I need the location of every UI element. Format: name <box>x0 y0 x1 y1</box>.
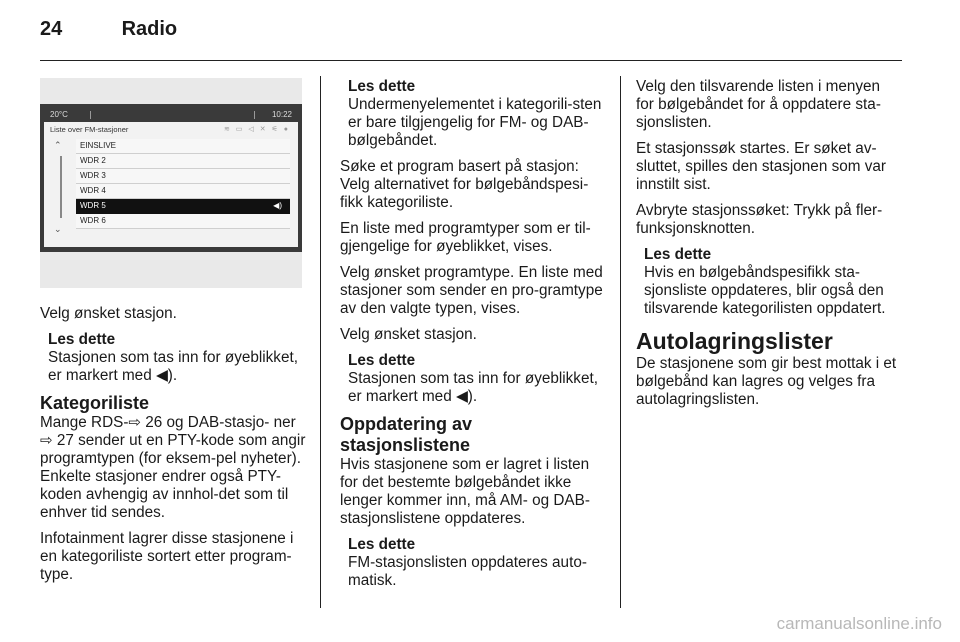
status-icons <box>224 125 290 133</box>
column-1 <box>40 305 312 584</box>
note-box <box>40 331 312 385</box>
paragraph: Avbryte stasjonssøket: Trykk på fler-funksjonsknotten. <box>636 202 883 237</box>
station-name: WDR 3 <box>80 171 106 180</box>
note-text: FM-stasjonslisten oppdateres auto-matisk. <box>348 554 587 589</box>
section-heading: Kategoriliste <box>40 393 150 413</box>
note-title: Les dette <box>48 331 116 348</box>
page-number: 24 <box>40 18 63 40</box>
paragraph: Velg den tilsvarende listen i menyen for bølgebåndet for å oppdatere sta-sjonslisten. <box>636 78 881 131</box>
note-title: Les dette <box>644 246 712 263</box>
column-divider-2 <box>620 76 621 608</box>
station-name: WDR 4 <box>80 186 106 195</box>
infotainment-screen <box>40 104 302 252</box>
station-name: WDR 5 <box>80 201 106 210</box>
speaker-icon: ◀) <box>273 201 282 210</box>
station-list <box>76 139 290 229</box>
scrollbar[interactable] <box>50 140 72 240</box>
paragraph <box>40 414 312 522</box>
status-divider <box>254 111 255 119</box>
note-text <box>348 370 606 406</box>
station-row[interactable] <box>76 214 290 229</box>
section-heading: Oppdatering av stasjonslistene <box>340 414 473 455</box>
note-box <box>340 536 606 590</box>
station-row[interactable] <box>76 169 290 184</box>
note-text-end: . <box>172 367 178 384</box>
paragraph: Velg ønsket stasjon. <box>340 326 477 343</box>
speaker-icon: ◀) <box>155 367 173 384</box>
cross-reference-icon: ⇨ <box>128 414 141 431</box>
paragraph-text: Mange RDS- <box>40 414 129 431</box>
note-title: Les dette <box>348 352 416 369</box>
paragraph: De stasjonene som gir best mottak i et bølgebånd kan lagres og velges fra autolagringslisten. <box>636 355 897 408</box>
page-header <box>40 18 177 41</box>
station-row[interactable] <box>76 199 290 214</box>
station-row[interactable] <box>76 184 290 199</box>
station-row[interactable] <box>76 154 290 169</box>
scroll-down-icon[interactable]: ⌄ <box>54 224 62 234</box>
column-3 <box>636 78 902 409</box>
paragraph-text: 27 sender ut en PTY-kode som angir programtypen (for eksem-pel nyheter). Enkelte stasjoner endrer også PTY-koden avhengig av innhol-det som til enhver tid sendes. <box>40 432 306 521</box>
clock-readout: 10:22 <box>271 110 292 119</box>
paragraph: Søke et program basert på stasjon: Velg alternativet for bølgebåndspesi-fikk kategoriliste. <box>340 158 589 211</box>
speaker-icon: ◀) <box>455 388 473 405</box>
section-title: Radio <box>121 18 178 40</box>
temperature-readout: 20°C <box>50 110 68 119</box>
column-divider-1 <box>320 76 321 608</box>
header-rule <box>40 60 902 61</box>
scroll-up-icon[interactable]: ⌃ <box>54 140 62 150</box>
watermark: carmanualsonline.info <box>776 614 942 633</box>
signal-icon: ≋ <box>223 126 232 133</box>
paragraph: Velg ønsket programtype. En liste med stasjoner som sender en pro-gramtype av den valgte typen, vises. <box>340 264 603 317</box>
note-text-end: . <box>472 388 478 405</box>
note-box <box>340 78 606 150</box>
station-name: WDR 2 <box>80 156 106 165</box>
scroll-track[interactable] <box>60 156 62 218</box>
paragraph-text: 26 og DAB-stasjo- <box>145 414 270 431</box>
status-divider <box>90 111 91 119</box>
mute-icon: ✕ <box>259 126 268 133</box>
traffic-icon: ▭ <box>235 126 245 133</box>
note-text: Undermenyelementet i kategorili-sten er bare tilgjengelig for FM- og DAB-bølgebåndet. <box>348 96 602 149</box>
note-box <box>636 246 902 318</box>
column-2 <box>340 78 606 590</box>
section-heading: Autolagringslister <box>636 328 833 354</box>
paragraph: En liste med programtyper som er til-gjengelige for øyeblikket, vises. <box>340 220 591 255</box>
speaker-icon: ◁ <box>248 126 256 133</box>
paragraph: Hvis stasjonene som er lagret i listen for det bestemte bølgebåndet ikke lenger kommer inn, må AM- og DAB-stasjonslistene oppdateres. <box>340 456 590 527</box>
note-box <box>340 352 606 406</box>
note-text <box>48 349 312 385</box>
station-list-panel <box>44 122 298 247</box>
tools-icon: ⚟ <box>271 126 280 133</box>
note-text-body: Stasjonen som tas inn for øyeblikket, er markert med <box>48 349 298 384</box>
info-icon: ● <box>283 126 290 133</box>
status-bar <box>44 108 298 122</box>
paragraph-text: ner <box>273 414 296 431</box>
station-name: WDR 6 <box>80 216 106 225</box>
station-list-figure <box>40 78 302 288</box>
paragraph: Velg ønsket stasjon. <box>40 305 177 322</box>
note-text-body: Stasjonen som tas inn for øyeblikket, er markert med <box>348 370 598 405</box>
note-title: Les dette <box>348 536 416 553</box>
station-row[interactable] <box>76 139 290 154</box>
station-list-title: Liste over FM-stasjoner <box>50 125 129 134</box>
note-title: Les dette <box>348 78 416 95</box>
cross-reference-icon: ⇨ <box>40 432 53 449</box>
station-name: EINSLIVE <box>80 141 117 150</box>
note-text: Hvis en bølgebåndspesifikk sta-sjonsliste oppdateres, blir også den tilsvarende kategorilisten oppdatert. <box>644 264 886 317</box>
paragraph: Et stasjonssøk startes. Er søket av-sluttet, spilles den stasjonen som var innstilt sist. <box>636 140 886 193</box>
paragraph: Infotainment lagrer disse stasjonene i en kategoriliste sortert etter program-type. <box>40 530 294 583</box>
